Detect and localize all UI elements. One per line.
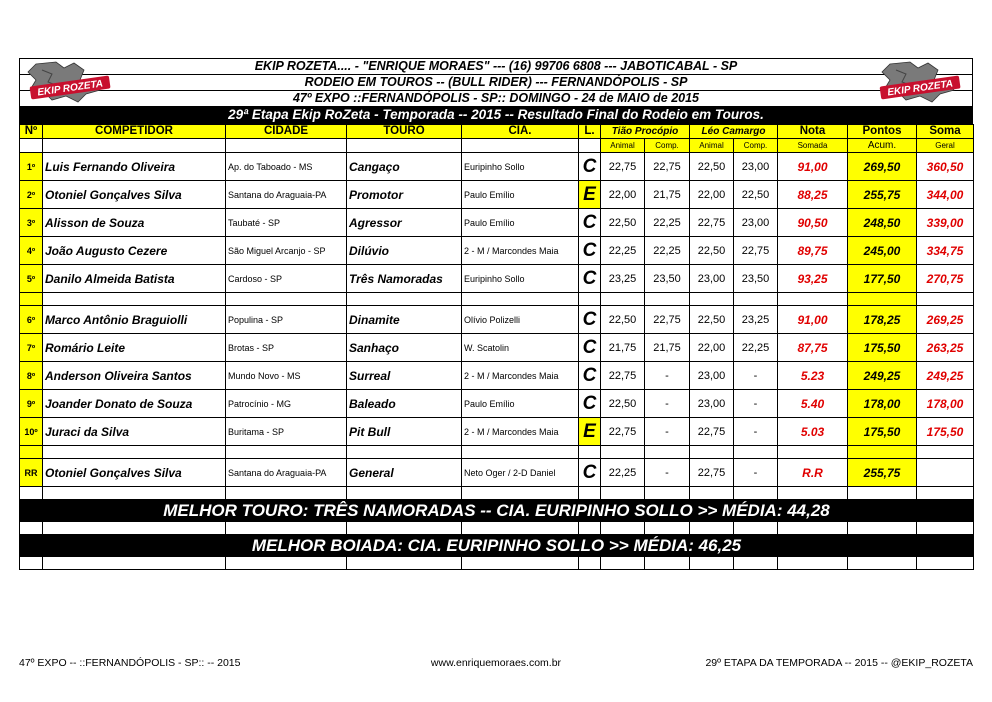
cell-c1: - — [645, 390, 690, 418]
cell-a2: 22,50 — [690, 306, 734, 334]
cell-a1: 21,75 — [601, 334, 645, 362]
cell-l: C — [579, 306, 601, 334]
cell-competitor: Otoniel Gonçalves Silva — [43, 459, 226, 487]
cell-city: Buritama - SP — [226, 418, 347, 446]
cell-pontos: 177,50 — [848, 265, 917, 293]
cell-nota: 90,50 — [778, 209, 848, 237]
table-row — [20, 153, 974, 181]
cell-c1: - — [645, 418, 690, 446]
cell-a1: 22,50 — [601, 306, 645, 334]
cell-pos: 6º — [20, 306, 43, 334]
cell-soma: 334,75 — [917, 237, 974, 265]
cell-nota: 5.03 — [778, 418, 848, 446]
cell-bull: Baleado — [347, 390, 462, 418]
cell-a1: 22,75 — [601, 418, 645, 446]
logo-text-left: EKIP ROZETA — [36, 78, 104, 99]
cell-l: C — [579, 390, 601, 418]
cell-pos: 5º — [20, 265, 43, 293]
cell-l: C — [579, 237, 601, 265]
cell-competitor: Alisson de Souza — [43, 209, 226, 237]
cell-city: Ap. do Taboado - MS — [226, 153, 347, 181]
cell-soma: 344,00 — [917, 181, 974, 209]
cell-pos: 9º — [20, 390, 43, 418]
cell-pos: 7º — [20, 334, 43, 362]
spacer-row — [20, 487, 974, 500]
cell-a1: 22,75 — [601, 362, 645, 390]
column-header-row — [20, 125, 974, 139]
cell-l: E — [579, 418, 601, 446]
cell-competitor: Otoniel Gonçalves Silva — [43, 181, 226, 209]
cell-a2: 22,00 — [690, 181, 734, 209]
column-subheader-row — [20, 139, 974, 153]
header-line-date: 47º EXPO ::FERNANDÓPOLIS - SP:: DOMINGO - 24 de MAIO de 2015 — [20, 91, 972, 107]
table-row — [20, 362, 974, 390]
cell-soma: 339,00 — [917, 209, 974, 237]
cell-cia: W. Scatolin — [462, 334, 579, 362]
logo-text-right: EKIP ROZETA — [886, 78, 954, 99]
col-pontos: Pontos — [848, 125, 917, 139]
cell-nota: 93,25 — [778, 265, 848, 293]
cell-c1: - — [645, 362, 690, 390]
cell-competitor: Luis Fernando Oliveira — [43, 153, 226, 181]
sub-animal-1: Animal — [601, 139, 645, 153]
header-line-event: RODEIO EM TOUROS -- (BULL RIDER) --- FERNANDÓPOLIS - SP — [20, 75, 972, 91]
cell-c2: - — [734, 418, 778, 446]
cell-pos: 8º — [20, 362, 43, 390]
cell-pontos: 255,75 — [848, 181, 917, 209]
cell-pos: 3º — [20, 209, 43, 237]
cell-bull: General — [347, 459, 462, 487]
header-line-contact: EKIP ROZETA.... - "ENRIQUE MORAES" --- (16) 99706 6808 --- JABOTICABAL - SP — [20, 59, 972, 75]
cell-bull: Surreal — [347, 362, 462, 390]
cell-pontos: 248,50 — [848, 209, 917, 237]
cell-cia: 2 - M / Marcondes Maia — [462, 362, 579, 390]
table-row — [20, 181, 974, 209]
cell-pos: 4º — [20, 237, 43, 265]
cell-nota: 91,00 — [778, 306, 848, 334]
spacer-row — [20, 557, 974, 570]
col-pos: Nº — [20, 125, 43, 139]
cell-bull: Três Namoradas — [347, 265, 462, 293]
cell-city: Brotas - SP — [226, 334, 347, 362]
cell-competitor: Danilo Almeida Batista — [43, 265, 226, 293]
cell-nota: R.R — [778, 459, 848, 487]
cell-a1: 22,75 — [601, 153, 645, 181]
header-line-title: 29ª Etapa Ekip RoZeta - Temporada -- 2015 -- Resultado Final do Rodeio em Touros. — [20, 107, 972, 124]
cell-l: C — [579, 265, 601, 293]
table-row — [20, 265, 974, 293]
cell-cia: Paulo Emílio — [462, 181, 579, 209]
results-table — [19, 124, 974, 570]
cell-l: C — [579, 334, 601, 362]
col-nota: Nota — [778, 125, 848, 139]
col-city: CIDADE — [226, 125, 347, 139]
sub-geral: Geral — [917, 139, 974, 153]
cell-bull: Dinamite — [347, 306, 462, 334]
cell-bull: Promotor — [347, 181, 462, 209]
cell-c1: - — [645, 459, 690, 487]
footer-left: 47º EXPO -- ::FERNANDÓPOLIS - SP:: -- 2015 — [19, 657, 241, 669]
ekip-rozeta-logo-right — [872, 60, 968, 104]
table-row — [20, 334, 974, 362]
sub-somada: Somada — [778, 139, 848, 153]
cell-nota: 5.40 — [778, 390, 848, 418]
cell-bull: Dilúvio — [347, 237, 462, 265]
cell-l: C — [579, 153, 601, 181]
cell-a1: 22,00 — [601, 181, 645, 209]
cell-c1: 22,25 — [645, 209, 690, 237]
cell-pontos: 175,50 — [848, 334, 917, 362]
results-group-rr — [20, 459, 974, 487]
footer-right: 29º ETAPA DA TEMPORADA -- 2015 -- @EKIP_ROZETA — [705, 657, 973, 669]
spacer-row — [20, 522, 974, 535]
cell-l: C — [579, 362, 601, 390]
cell-cia: Paulo Emílio — [462, 209, 579, 237]
cell-c1: 22,25 — [645, 237, 690, 265]
cell-cia: Euripinho Sollo — [462, 153, 579, 181]
cell-soma: 360,50 — [917, 153, 974, 181]
col-judge1: Tião Procópio — [601, 125, 690, 139]
cell-l: C — [579, 459, 601, 487]
table-row — [20, 237, 974, 265]
cell-a1: 22,50 — [601, 390, 645, 418]
cell-competitor: Anderson Oliveira Santos — [43, 362, 226, 390]
cell-c2: 23,50 — [734, 265, 778, 293]
cell-a2: 23,00 — [690, 265, 734, 293]
results-group-6-10 — [20, 306, 974, 446]
cell-cia: 2 - M / Marcondes Maia — [462, 418, 579, 446]
cell-city: Patrocínio - MG — [226, 390, 347, 418]
col-soma: Soma — [917, 125, 974, 139]
best-bull-banner-row — [20, 500, 974, 522]
cell-c1: 23,50 — [645, 265, 690, 293]
cell-c1: 22,75 — [645, 306, 690, 334]
results-group-top5 — [20, 153, 974, 293]
cell-c2: 23,25 — [734, 306, 778, 334]
cell-c2: - — [734, 390, 778, 418]
cell-c2: 22,25 — [734, 334, 778, 362]
cell-pos: RR — [20, 459, 43, 487]
sheet-header — [19, 58, 973, 124]
cell-a1: 23,25 — [601, 265, 645, 293]
cell-pontos: 249,25 — [848, 362, 917, 390]
cell-c2: 23,00 — [734, 209, 778, 237]
cell-pontos: 178,25 — [848, 306, 917, 334]
cell-bull: Sanhaço — [347, 334, 462, 362]
cell-l: E — [579, 181, 601, 209]
cell-competitor: Marco Antônio Braguiolli — [43, 306, 226, 334]
cell-cia: Neto Oger / 2-D Daniel — [462, 459, 579, 487]
cell-pos: 1º — [20, 153, 43, 181]
cell-a2: 22,50 — [690, 237, 734, 265]
cell-soma: 249,25 — [917, 362, 974, 390]
cell-city: Taubaté - SP — [226, 209, 347, 237]
cell-a1: 22,50 — [601, 209, 645, 237]
cell-pontos: 255,75 — [848, 459, 917, 487]
table-row — [20, 459, 974, 487]
cell-bull: Agressor — [347, 209, 462, 237]
cell-a2: 22,75 — [690, 459, 734, 487]
cell-c1: 21,75 — [645, 181, 690, 209]
cell-pontos: 175,50 — [848, 418, 917, 446]
cell-soma: 269,25 — [917, 306, 974, 334]
col-judge2: Léo Camargo — [690, 125, 778, 139]
cell-c2: - — [734, 362, 778, 390]
cell-a2: 22,50 — [690, 153, 734, 181]
cell-nota: 87,75 — [778, 334, 848, 362]
cell-soma: 178,00 — [917, 390, 974, 418]
cell-c2: 22,75 — [734, 237, 778, 265]
cell-a1: 22,25 — [601, 459, 645, 487]
col-l: L. — [579, 125, 601, 139]
cell-competitor: Joander Donato de Souza — [43, 390, 226, 418]
cell-nota: 88,25 — [778, 181, 848, 209]
table-row — [20, 390, 974, 418]
cell-cia: Paulo Emílio — [462, 390, 579, 418]
cell-bull: Cangaço — [347, 153, 462, 181]
footer-center: www.enriquemoraes.com.br — [430, 657, 562, 669]
cell-a2: 23,00 — [690, 390, 734, 418]
sub-comp-2: Comp. — [734, 139, 778, 153]
cell-city: Cardoso - SP — [226, 265, 347, 293]
cell-city: Populina - SP — [226, 306, 347, 334]
cell-soma — [917, 459, 974, 487]
cell-nota: 91,00 — [778, 153, 848, 181]
sub-comp-1: Comp. — [645, 139, 690, 153]
cell-a2: 22,00 — [690, 334, 734, 362]
cell-city: Santana do Araguaia-PA — [226, 181, 347, 209]
cell-city: Santana do Araguaia-PA — [226, 459, 347, 487]
cell-pos: 10º — [20, 418, 43, 446]
cell-a1: 22,25 — [601, 237, 645, 265]
cell-l: C — [579, 209, 601, 237]
cell-nota: 5.23 — [778, 362, 848, 390]
cell-pontos: 178,00 — [848, 390, 917, 418]
sub-animal-2: Animal — [690, 139, 734, 153]
table-row — [20, 306, 974, 334]
sub-acum: Acum. — [848, 139, 917, 153]
cell-competitor: Romário Leite — [43, 334, 226, 362]
cell-competitor: Juraci da Silva — [43, 418, 226, 446]
cell-city: São Miguel Arcanjo - SP — [226, 237, 347, 265]
cell-cia: Olívio Polizelli — [462, 306, 579, 334]
cell-nota: 89,75 — [778, 237, 848, 265]
cell-bull: Pit Bull — [347, 418, 462, 446]
cell-competitor: João Augusto Cezere — [43, 237, 226, 265]
best-herd-banner: MELHOR BOIADA: CIA. EURIPINHO SOLLO >> MÉDIA: 46,25 — [20, 535, 974, 557]
best-bull-banner: MELHOR TOURO: TRÊS NAMORADAS -- CIA. EURIPINHO SOLLO >> MÉDIA: 44,28 — [20, 500, 974, 522]
cell-a2: 22,75 — [690, 209, 734, 237]
ekip-rozeta-logo-left — [22, 60, 118, 104]
cell-c1: 22,75 — [645, 153, 690, 181]
spacer-row — [20, 446, 974, 459]
cell-c1: 21,75 — [645, 334, 690, 362]
cell-c2: 22,50 — [734, 181, 778, 209]
cell-soma: 270,75 — [917, 265, 974, 293]
cell-c2: 23,00 — [734, 153, 778, 181]
cell-pontos: 245,00 — [848, 237, 917, 265]
best-herd-banner-row — [20, 535, 974, 557]
cell-a2: 22,75 — [690, 418, 734, 446]
col-competitor: COMPETIDOR — [43, 125, 226, 139]
cell-c2: - — [734, 459, 778, 487]
cell-pontos: 269,50 — [848, 153, 917, 181]
table-row — [20, 209, 974, 237]
cell-soma: 263,25 — [917, 334, 974, 362]
table-row — [20, 418, 974, 446]
cell-pos: 2º — [20, 181, 43, 209]
cell-cia: Euripinho Sollo — [462, 265, 579, 293]
spacer-row — [20, 293, 974, 306]
cell-cia: 2 - M / Marcondes Maia — [462, 237, 579, 265]
cell-city: Mundo Novo - MS — [226, 362, 347, 390]
col-cia: CIA. — [462, 125, 579, 139]
cell-soma: 175,50 — [917, 418, 974, 446]
col-bull: TOURO — [347, 125, 462, 139]
results-sheet — [19, 58, 973, 570]
cell-a2: 23,00 — [690, 362, 734, 390]
